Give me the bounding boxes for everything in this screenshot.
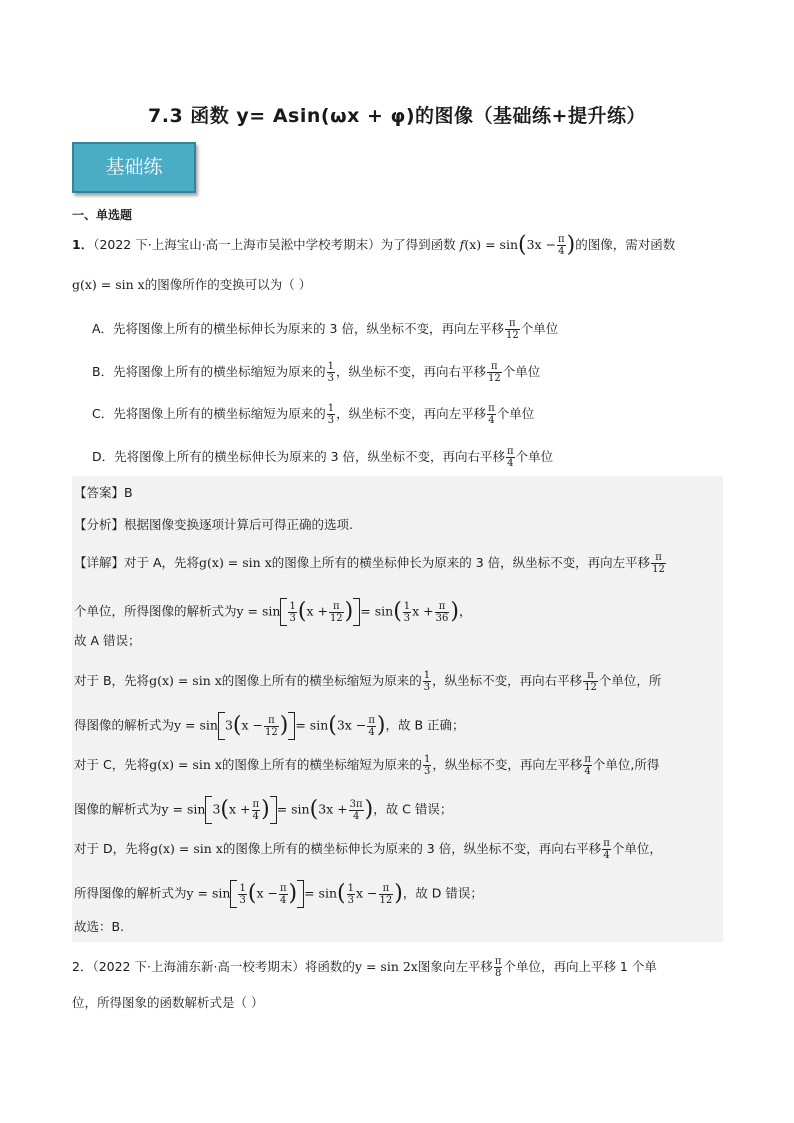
detail-line-8: 对于 D，先将g(x) = sin x的图像上所有的横坐标伸长为原来的 3 倍，纵坐标不变，再向右平移 $\frac{\pi}{4}$ 个单位， (74, 838, 662, 861)
fraction: $\frac{\pi}{4}$ (507, 446, 514, 469)
analysis-line: 【分析】根据图像变换逐项计算后可得正确的选项. (74, 517, 353, 532)
option-tail: 个单位 (502, 364, 541, 379)
question-2-line-2: 位，所得图象的函数解析式是（ ） (72, 995, 264, 1010)
detail-line-2: 个单位，所得图像的解析式为y = sin $\frac{1}{3}$ (x + $\frac{\pi}{12}$ ) = sin( $\frac{1}{3}$ x + $\frac{\pi}{36}$ )， (74, 599, 472, 624)
option-a[interactable] (92, 318, 558, 341)
detail-line-10: 故选：B. (74, 919, 125, 934)
question-number: 1． (72, 237, 94, 252)
fraction: $\frac{1}{3}$ (327, 361, 334, 384)
fraction: $\frac{1}{3}$ (327, 403, 335, 426)
fraction: $\frac{\pi}{12}$ (487, 361, 501, 384)
option-text: ，纵坐标不变，再向左平移 (336, 406, 487, 421)
function-f: f(x) = sin (459, 237, 518, 252)
question-text: 的图像所作的变换可以为（ ） (144, 277, 312, 292)
detail-line-5: 得图像的解析式为y = sin 3(x − $\frac{\pi}{12}$ ) = sin(3x − $\frac{\pi}{4}$ )，故 B 正确； (74, 713, 465, 738)
option-text: ，纵坐标不变，再向右平移 (335, 364, 486, 379)
detail-line-3: 故 A 错误； (74, 633, 141, 648)
option-text: B．先将图像上所有的横坐标缩短为原来的 (92, 364, 326, 379)
answer-line: 【答案】B (74, 485, 133, 500)
detail-line-4: 对于 B，先将g(x) = sin x的图像上所有的横坐标缩短为原来的 $\frac{1}{3}$ ，纵坐标不变，再向右平移 $\frac{\pi}{12}$ 个单位，所 (74, 670, 662, 693)
section-label-box: 基础练 (72, 142, 196, 193)
question-1-line-1 (72, 234, 675, 257)
paren-open: ( (518, 232, 527, 258)
paren-close: ) (566, 232, 576, 258)
option-tail: 个单位 (520, 321, 559, 336)
fraction: $\frac{\pi}{4}$ (488, 403, 495, 426)
detail-line-9: 所得图像的解析式为y = sin $\frac{1}{3}$ (x − $\frac{\pi}{4}$ ) = sin( $\frac{1}{3}$ x − $\frac{\pi}{12}$ )，故 D 错误； (74, 881, 483, 906)
page-title: 7.3 函数 y= Asin(ωx + φ)的图像（基础练+提升练） (148, 105, 646, 127)
detail-line-6: 对于 C，先将g(x) = sin x的图像上所有的横坐标缩短为原来的 $\frac{1}{3}$ ，纵坐标不变，再向左平移 $\frac{\pi}{4}$ 个单位,所得 (74, 754, 660, 777)
f-inner: 3x − (526, 237, 557, 252)
detail-line-7: 图像的解析式为y = sin 3(x + $\frac{\pi}{4}$ ) = sin(3x + $\frac{3\pi}{4}$ )，故 C 错误； (74, 797, 453, 822)
question-source: （2022 下·上海宝山·高一上海市吴淞中学校考期末）为了得到函数 (93, 237, 456, 252)
option-d[interactable] (92, 446, 553, 469)
subsection-heading: 一、单选题 (72, 208, 133, 222)
detail-line-1: 【详解】对于 A，先将g(x) = sin x的图像上所有的横坐标伸长为原来的 3 倍，纵坐标不变，再向左平移 $\frac{\pi}{12}$ (74, 552, 665, 575)
option-text: A．先将图像上所有的横坐标伸长为原来的 3 倍，纵坐标不变，再向左平移 (92, 321, 504, 336)
option-text: C．先将图像上所有的横坐标缩短为原来的 (92, 406, 326, 421)
option-b[interactable] (92, 361, 540, 384)
function-y: y = sin 2x (354, 959, 418, 974)
fraction: $\frac{\pi}{4}$ (558, 234, 565, 257)
question-1-line-2 (72, 276, 311, 294)
function-g: g(x) = sin x (72, 277, 145, 292)
question-2-line-1: 2．（2022 下·上海浦东新·高一校考期末）将函数的y = sin 2x图象向左平移 $\frac{\pi}{8}$ 个单位，再向上平移 1 个单 (72, 956, 657, 979)
option-tail: 个单位 (515, 449, 554, 464)
fraction: $\frac{\pi}{12}$ (505, 318, 519, 341)
function-g: g(x) = sin x (199, 555, 272, 570)
option-tail: 个单位 (496, 406, 535, 421)
solution-panel (72, 476, 723, 942)
option-c[interactable] (92, 403, 534, 426)
option-text: D．先将图像上所有的横坐标伸长为原来的 3 倍，纵坐标不变，再向右平移 (92, 449, 506, 464)
question-text: 的图像，需对函数 (575, 237, 676, 252)
